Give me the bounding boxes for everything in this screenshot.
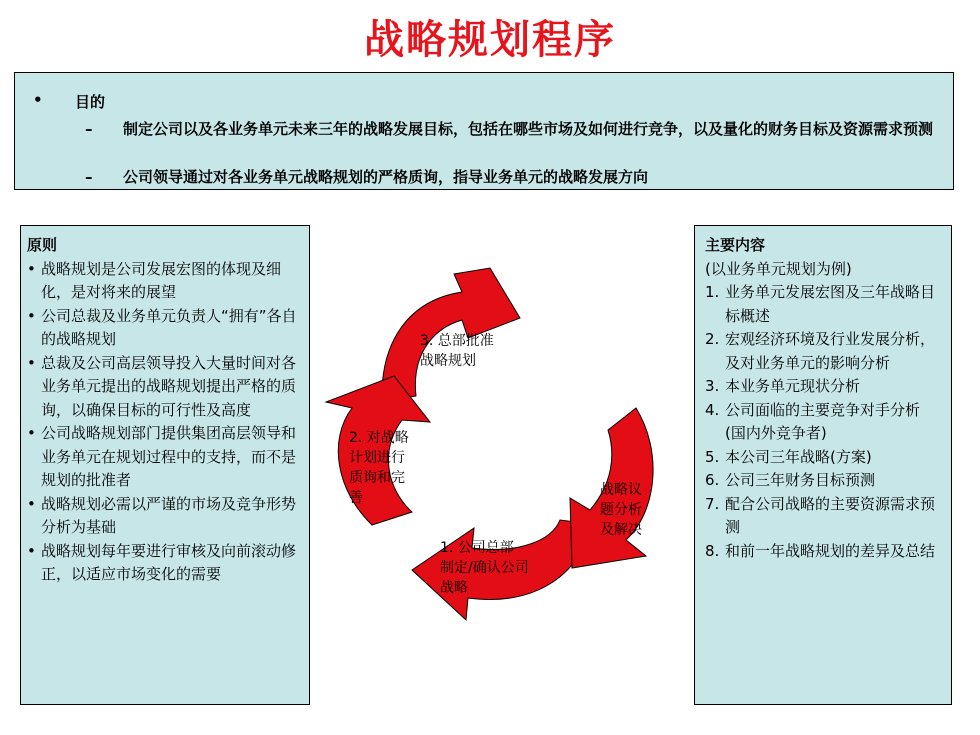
content-text: 业务单元发展宏图及三年战略目标概述 bbox=[725, 283, 936, 325]
label-line: 1. 公司总部 bbox=[440, 540, 514, 556]
cycle-label-step3 bbox=[420, 331, 494, 371]
principle-text: 战略规划每年要进行审核及向前滚动修正，以适应市场变化的需要 bbox=[41, 541, 297, 583]
content-text: 公司三年财务目标预测 bbox=[725, 471, 876, 489]
content-number: 2. bbox=[705, 330, 720, 348]
content-text: 本业务单元现状分析 bbox=[725, 377, 861, 395]
label-line: 战略议 bbox=[600, 482, 642, 498]
content-text: 宏观经济环境及行业发展分析，及对业务单元的影响分析 bbox=[725, 330, 936, 372]
content-number: 1. bbox=[705, 283, 720, 301]
principles-heading: 原则 bbox=[27, 236, 58, 254]
dash-marker: – bbox=[85, 168, 93, 186]
bullet-marker: • bbox=[27, 353, 36, 372]
content-text: 配合公司战略的主要资源需求预测 bbox=[725, 494, 936, 536]
purpose-bullet: • bbox=[33, 91, 43, 109]
purpose-item-text: 制定公司以及各业务单元未来三年的战略发展目标，包括在哪些市场及如何进行竞争，以及量化的财务目标及资源需求预测 bbox=[123, 120, 934, 138]
label-line: 及解决 bbox=[600, 522, 642, 538]
bullet-marker: • bbox=[27, 259, 36, 278]
content-text: 公司面临的主要竞争对手分析 (国内外竞争者) bbox=[725, 400, 921, 442]
cycle-label-step2 bbox=[349, 428, 409, 508]
content-number: 4. bbox=[705, 400, 720, 419]
label-line: 战略 bbox=[440, 580, 468, 596]
page-title: 战略规划程序 bbox=[364, 17, 616, 63]
contents-subheading: (以业务单元规划为例) bbox=[705, 259, 852, 278]
principle-text: 公司总裁及业务单元负责人“拥有”各自的战略规划 bbox=[41, 306, 297, 348]
contents-heading: 主要内容 bbox=[705, 236, 766, 254]
content-number: 5. bbox=[705, 447, 720, 466]
principle-text: 战略规划是公司发展宏图的体现及细化，是对将来的展望 bbox=[41, 259, 282, 301]
label-line: 战略规划 bbox=[420, 353, 476, 369]
label-line: 制定/确认公司 bbox=[440, 560, 529, 576]
content-number: 3. bbox=[705, 377, 720, 395]
label-line: 题分析 bbox=[600, 502, 642, 518]
label-line: 计划进行 bbox=[349, 450, 405, 466]
content-number: 6. bbox=[705, 471, 720, 489]
principle-text: 公司战略规划部门提供集团高层领导和业务单元在规划过程中的支持，而不是规划的批准者 bbox=[41, 424, 297, 489]
content-number: 8. bbox=[705, 541, 720, 560]
bullet-marker: • bbox=[27, 306, 36, 325]
bullet-marker: • bbox=[27, 541, 36, 560]
label-line: 2. 对战略 bbox=[349, 430, 409, 446]
bullet-marker: • bbox=[27, 494, 36, 513]
principle-text: 总裁及公司高层领导投入大量时间对各业务单元提出的战略规划提出严格的质询，以确保目标的可行性及高度 bbox=[41, 353, 297, 419]
cycle-label-step4 bbox=[600, 480, 642, 540]
label-line: 质询和完 bbox=[349, 470, 405, 486]
content-text: 和前一年战略规划的差异及总结 bbox=[725, 541, 936, 560]
purpose-item-text: 公司领导通过对各业务单元战略规划的严格质询，指导业务单元的战略发展方向 bbox=[123, 168, 649, 186]
cycle-label-step1 bbox=[440, 538, 529, 598]
bullet-marker: • bbox=[27, 424, 36, 442]
label-line: 3. 总部批准 bbox=[420, 333, 494, 349]
dash-marker: – bbox=[85, 120, 93, 138]
purpose-heading: 目的 bbox=[75, 93, 106, 111]
content-text: 本公司三年战略(方案) bbox=[725, 447, 872, 466]
label-line: 善 bbox=[349, 490, 363, 506]
content-number: 7. bbox=[705, 494, 720, 513]
principle-text: 战略规划必需以严谨的市场及竞争形势分析为基础 bbox=[41, 494, 297, 536]
